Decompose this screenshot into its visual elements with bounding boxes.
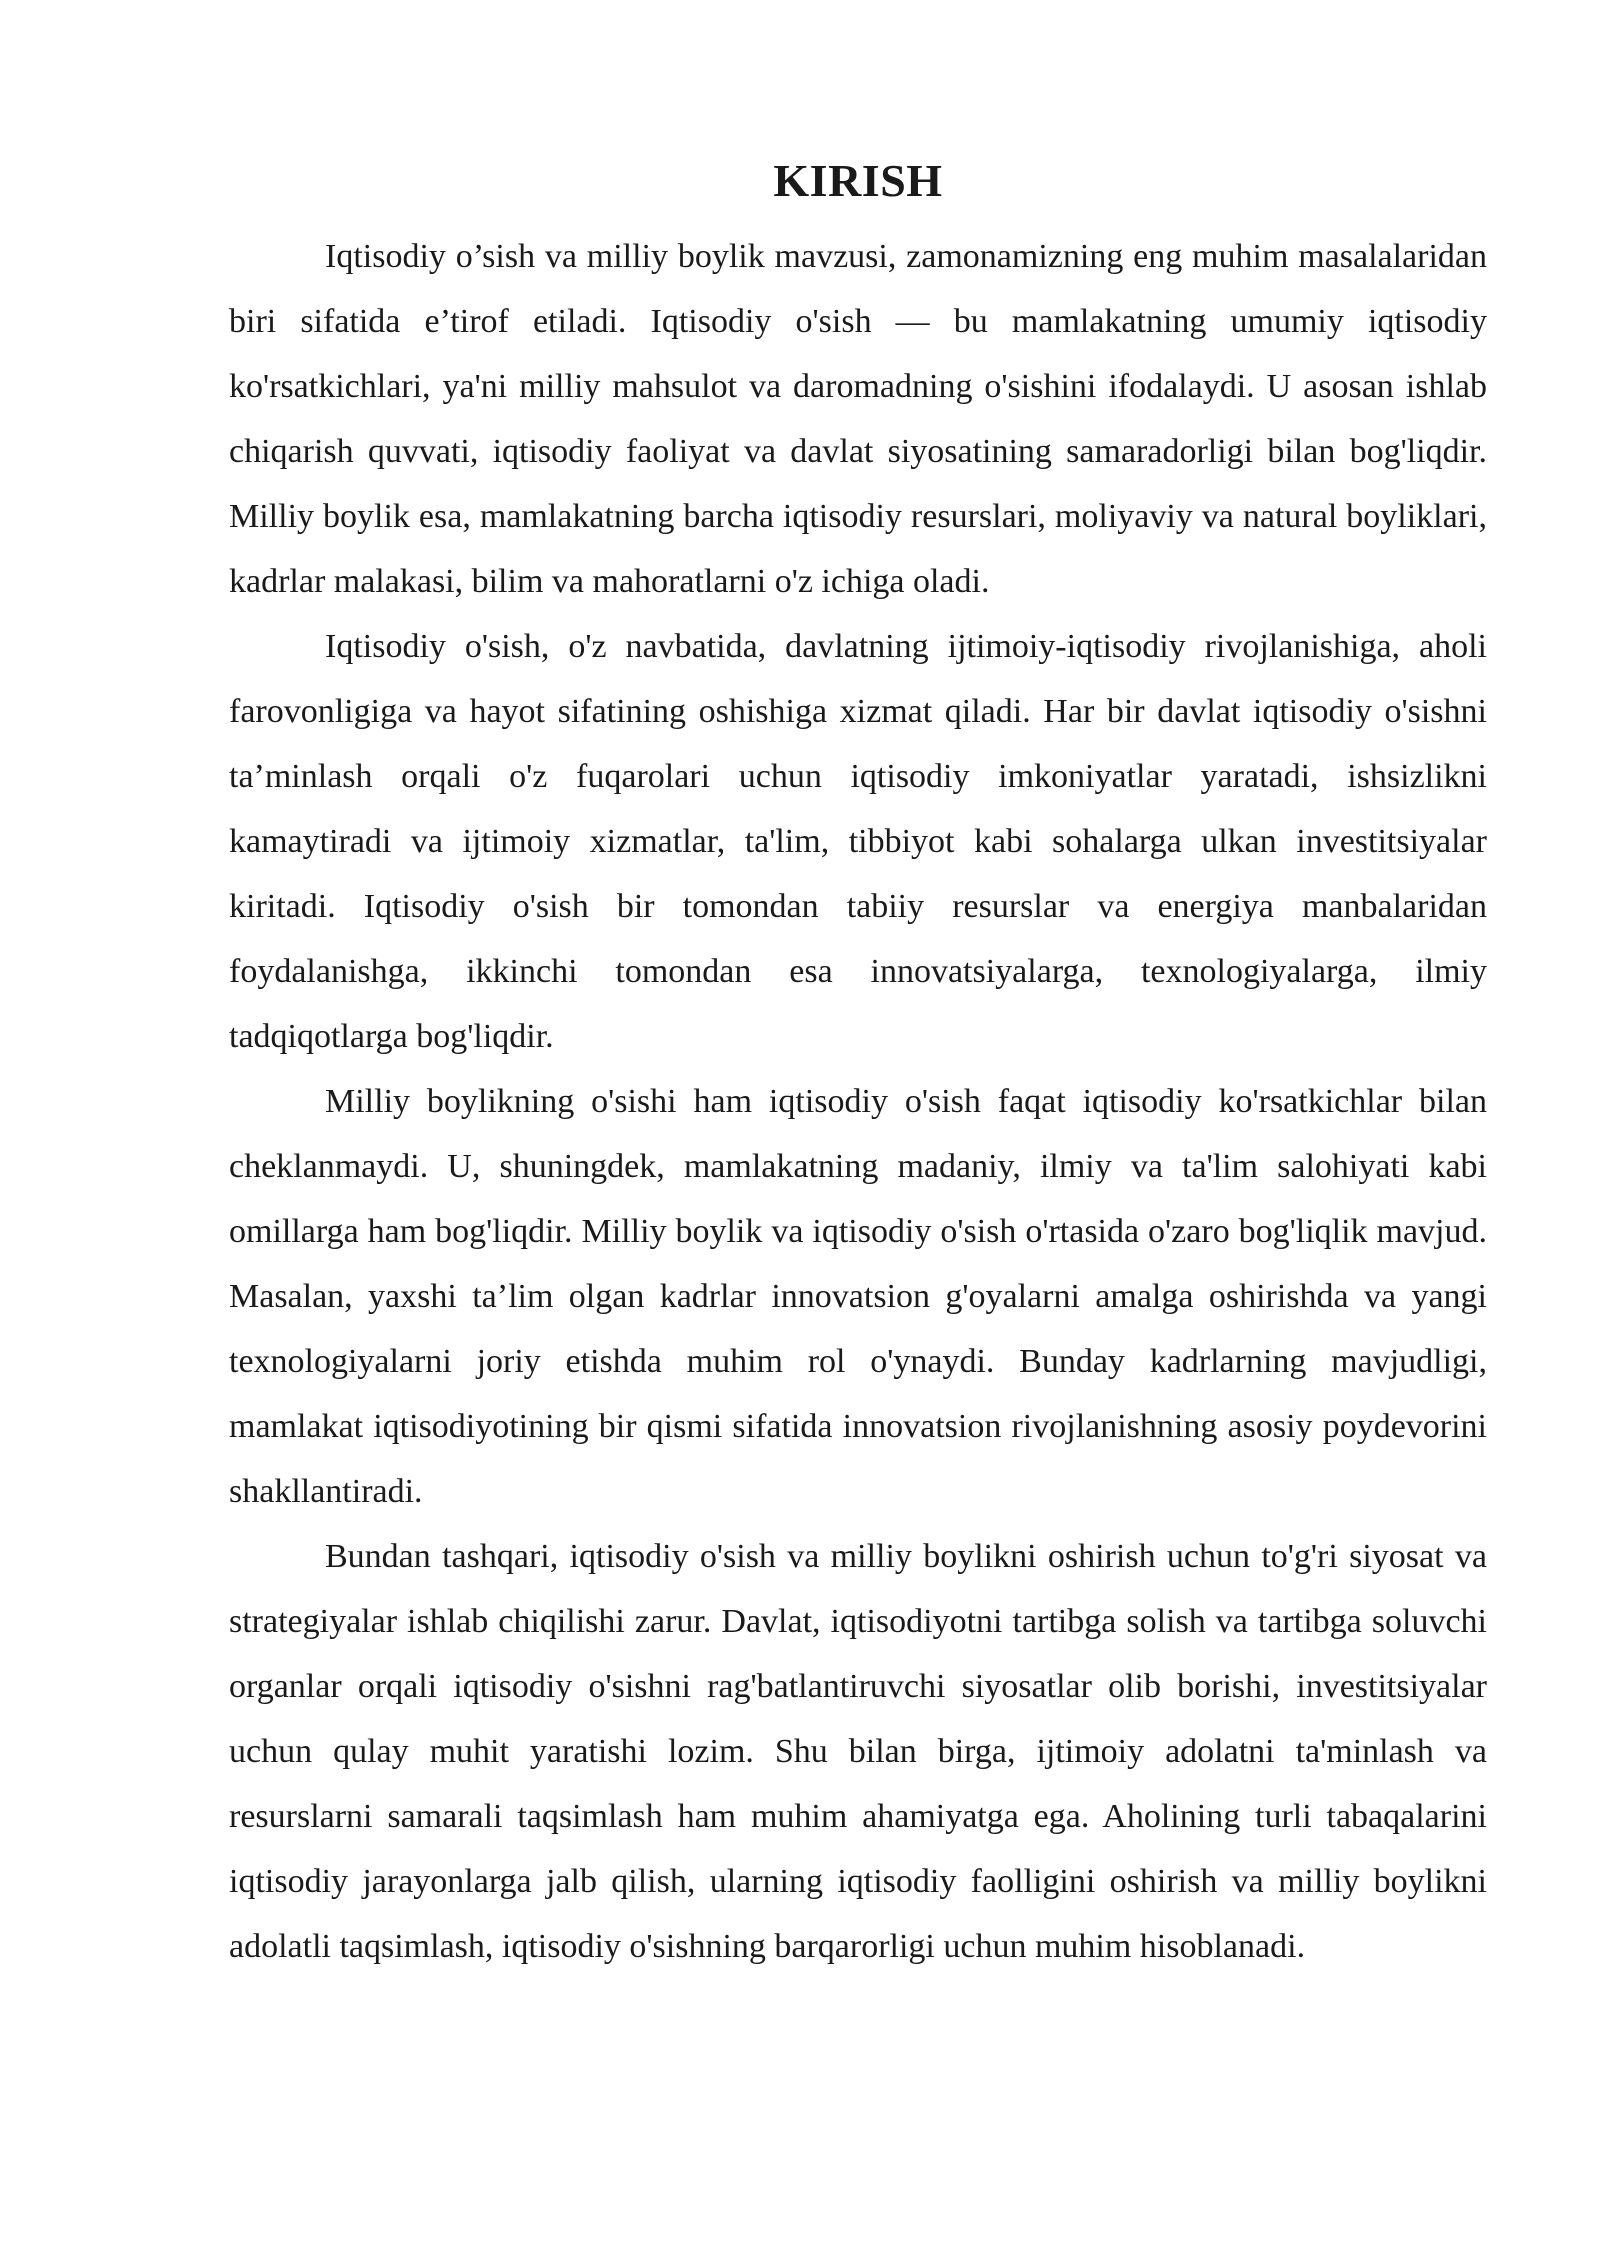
- paragraph: Iqtisodiy o’sish va milliy boylik mavzusi, zamonamizning eng muhim masalalaridan biri sifatida e’tirof etiladi. Iqtisodiy o'sish — bu mamlakatning umumiy iqtisodiy ko'rsatkichlari, ya'ni milliy mahsulot va daromadning o'sishini ifodalaydi. U asosan ishlab chiqarish quvvati, iqtisodiy faoliyat va davlat siyosatining samaradorligi bilan bog'liqdir. Milliy boylik esa, mamlakatning barcha iqtisodiy resurslari, moliyaviy va natural boyliklari, kadrlar malakasi, bilim va mahoratlarni o'z ichiga oladi.: [229, 238, 1487, 600]
- paragraph: Milliy boylikning o'sishi ham iqtisodiy o'sish faqat iqtisodiy ko'rsatkichlar bilan cheklanmaydi. U, shuningdek, mamlakatning madaniy, ilmiy va ta'lim salohiyati kabi omillarga ham bog'liqdir. Milliy boylik va iqtisodiy o'sish o'rtasida o'zaro bog'liqlik mavjud. Masalan, yaxshi ta’lim olgan kadrlar innovatsion g'oyalarni amalga oshirishda va yangi texnologiyalarni joriy etishda muhim rol o'ynaydi. Bunday kadrlarning mavjudligi, mamlakat iqtisodiyotining bir qismi sifatida innovatsion rivojlanishning asosiy poydevorini shakllantiradi.: [229, 1083, 1487, 1510]
- paragraph: Iqtisodiy o'sish, o'z navbatida, davlatning ijtimoiy-iqtisodiy rivojlanishiga, aholi farovonligiga va hayot sifatining oshishiga xizmat qiladi. Har bir davlat iqtisodiy o'sishni ta’minlash orqali o'z fuqarolari uchun iqtisodiy imkoniyatlar yaratadi, ishsizlikni kamaytiradi va ijtimoiy xizmatlar, ta'lim, tibbiyot kabi sohalarga ulkan investitsiyalar kiritadi. Iqtisodiy o'sish bir tomondan tabiiy resurslar va energiya manbalaridan foydalanishga, ikkinchi tomondan esa innovatsiyalarga, texnologiyalarga, ilmiy tadqiqotlarga bog'liqdir.: [229, 628, 1487, 1055]
- paragraph: Bundan tashqari, iqtisodiy o'sish va milliy boylikni oshirish uchun to'g'ri siyosat va strategiyalar ishlab chiqilishi zarur. Davlat, iqtisodiyotni tartibga solish va tartibga soluvchi organlar orqali iqtisodiy o'sishni rag'batlantiruvchi siyosatlar olib borishi, investitsiyalar uchun qulay muhit yaratishi lozim. Shu bilan birga, ijtimoiy adolatni ta'minlash va resurslarni samarali taqsimlash ham muhim ahamiyatga ega. Aholining turli tabaqalarini iqtisodiy jarayonlarga jalb qilish, ularning iqtisodiy faolligini oshirish va milliy boylikni adolatli taqsimlash, iqtisodiy o'sishning barqarorligi uchun muhim hisoblanadi.: [229, 1538, 1487, 1965]
- document-body: [229, 150, 1487, 1979]
- page-title: KIRISH: [773, 155, 943, 206]
